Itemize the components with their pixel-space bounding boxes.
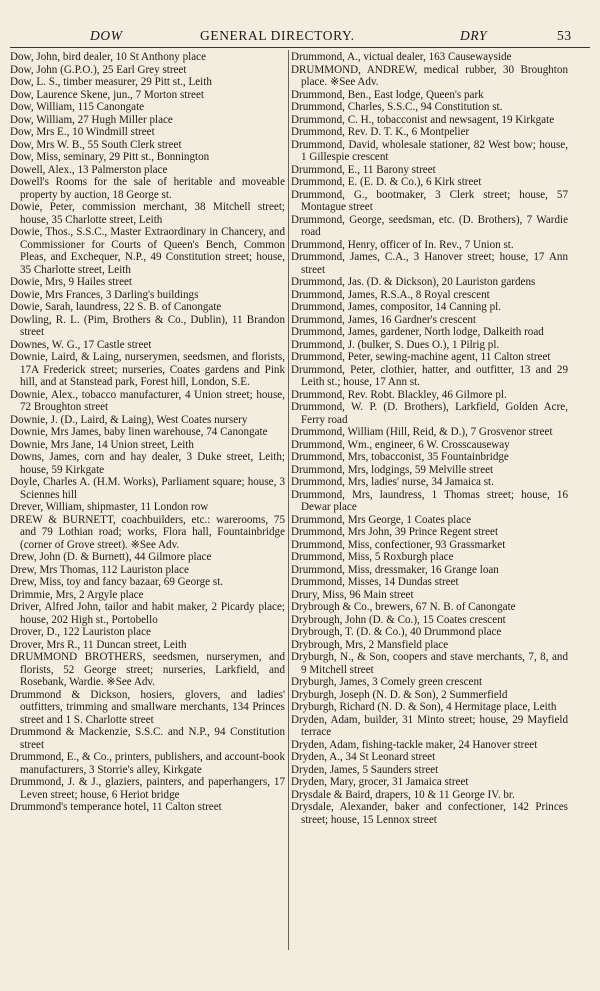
directory-entry: Drew, Mrs Thomas, 112 Lauriston place [10, 563, 189, 576]
directory-entry: Drummond, Miss, 5 Roxburgh place [291, 551, 454, 563]
directory-entry: Drummond, George, seedsman, etc. (D. Brothers), 7 Wardie road [291, 213, 568, 238]
directory-entry: Drummond, James, R.S.A., 8 Royal crescent [291, 288, 490, 301]
directory-entry: Dow, Mrs E., 10 Windmill street [10, 126, 155, 138]
directory-entry: Driver, Alfred John, tailor and habit maker, 2 Picardy place; house, 202 High st., Portobello [10, 601, 285, 626]
directory-entry: Drury, Miss, 96 Main street [291, 588, 414, 601]
directory-entry: Dryden, Adam, fishing-tackle maker, 24 Hanover street [291, 738, 538, 751]
directory-entry: Dow, John (G.P.O.), 25 Earl Grey street [10, 63, 187, 76]
directory-entry: Drummond, James, gardener, North lodge, Dalkeith road [291, 326, 544, 338]
directory-entry: Drever, William, shipmaster, 11 London row [10, 501, 209, 513]
directory-entry: Dryburgh, Joseph (N. D. & Son), 2 Summerfield [291, 688, 508, 701]
directory-entry: Drummond, Miss, dressmaker, 16 Grange loan [291, 563, 499, 576]
directory-entry: Dowell, Alex., 13 Palmerston place [10, 163, 168, 176]
directory-entry: Downs, James, corn and hay dealer, 3 Duke street, Leith; house, 59 Kirkgate [10, 451, 285, 476]
directory-entry: Drummond, E., & Co., printers, publishers, and account-book manufacturers, 3 Storrie's alley, Kirkgate [10, 751, 285, 776]
directory-entry: Drummond, Rev. D. T. K., 6 Montpelier [291, 126, 470, 138]
directory-entry: Dowie, Mrs, 9 Hailes street [10, 276, 133, 288]
directory-entry: Downes, W. G., 17 Castle street [10, 338, 152, 351]
directory-entry: DREW & BURNETT, coachbuilders, etc.: warerooms, 75 and 79 Lothian road; works, Flora hall, Fountainbridge (corner of Grove street). ※See Adv. [10, 513, 285, 551]
directory-entry: Drysdale & Baird, drapers, 10 & 11 George IV. br. [291, 788, 515, 801]
right-column [291, 51, 568, 826]
directory-entry: Dow, Laurence Skene, jun., 7 Morton street [10, 88, 204, 101]
directory-entry: Dowie, Sarah, laundress, 22 S. B. of Canongate [10, 301, 222, 313]
directory-entry: Drybrough, John (D. & Co.), 15 Coates crescent [291, 613, 506, 626]
directory-entry: Dowie, Peter, commission merchant, 38 Mitchell street; house, 35 Charlotte street, Leith [10, 201, 285, 226]
directory-entry: Drummond, C. H., tobacconist and newsagent, 19 Kirkgate [291, 113, 555, 126]
directory-entry: Downie, Mrs Jane, 14 Union street, Leith [10, 438, 194, 451]
directory-entry: Dryburgh, Richard (N. D. & Son), 4 Hermitage place, Leith [291, 701, 557, 713]
directory-entry: Drummond, Misses, 14 Dundas street [291, 576, 459, 588]
directory-entry: Drummond, E. (E. D. & Co.), 6 Kirk street [291, 176, 482, 188]
directory-entry: DRUMMOND, ANDREW, medical rubber, 30 Broughton place. ※See Adv. [291, 63, 568, 88]
directory-entry: Drummond, E., 11 Barony street [291, 163, 436, 176]
directory-entry: Dryden, Mary, grocer, 31 Jamaica street [291, 776, 469, 788]
directory-entry: Drummond, James, 16 Gardner's crescent [291, 313, 476, 326]
directory-entry: Drummond, Ben., East lodge, Queen's park [291, 88, 484, 101]
directory-entry: Drummond, A., victual dealer, 163 Causewayside [291, 51, 512, 63]
directory-entry: Drysdale, Alexander, baker and confectioner, 142 Princes street; house, 15 Lennox street [291, 801, 568, 826]
directory-entry: Downie, J. (D., Laird, & Laing), West Coates nursery [10, 413, 248, 426]
directory-entry: Drew, John (D. & Burnett), 44 Gilmore place [10, 551, 212, 563]
directory-entry: Dowling, R. L. (Pim, Brothers & Co., Dublin), 11 Brandon street [10, 313, 285, 338]
directory-entry: Drummond & Dickson, hosiers, glovers, and ladies' outfitters, trimming and smallware merchants, 134 Princes street and 1 S. Charlotte street [10, 688, 285, 726]
header-rule [10, 47, 590, 48]
directory-entry: Drummond, G., bootmaker, 3 Clerk street; house, 57 Montague street [291, 188, 568, 213]
directory-entry: Dow, John, bird dealer, 10 St Anthony place [10, 51, 207, 63]
header-left-word: DOW [90, 28, 123, 43]
directory-entry: Drummond, James, compositor, 14 Canning pl. [291, 301, 502, 313]
directory-entry: Dryburgh, James, 3 Comely green crescent [291, 676, 483, 688]
header-right-word: DRY [460, 28, 488, 43]
directory-entry: Drummond, Peter, clothier, hatter, and outfitter, 13 and 29 Leith st.; house, 17 Ann st. [291, 363, 568, 388]
directory-entry: Dryden, Adam, builder, 31 Minto street; house, 29 Mayfield terrace [291, 713, 568, 738]
directory-entry: Drew, Miss, toy and fancy bazaar, 69 George st. [10, 576, 224, 588]
directory-entry: Dowie, Mrs Frances, 3 Darling's buildings [10, 288, 199, 301]
directory-entry: Drover, D., 122 Lauriston place [10, 626, 151, 638]
directory-entry: Dowell's Rooms for the sale of heritable and moveable property by auction, 18 George st. [10, 176, 285, 201]
directory-entry: Dow, William, 115 Canongate [10, 101, 145, 113]
directory-entry: Drummond, Rev. Robt. Blackley, 46 Gilmore pl. [291, 388, 507, 401]
directory-entry: Downie, Laird, & Laing, nurserymen, seedsmen, and florists, 17A Frederick street; nurseries, Coates gardens and Pink hill, and at Stanstead park, Forest hill, London, S.E. [10, 351, 285, 388]
directory-entry: Drummond, Mrs, ladies' nurse, 34 Jamaica st. [291, 476, 494, 488]
directory-entry: Drummond, Mrs George, 1 Coates place [291, 513, 472, 526]
directory-entry: DRUMMOND BROTHERS, seedsmen, nurserymen, and florists, 52 George street; nurseries, Larkfield, and Rosebank, Wardie. ※See Adv. [10, 651, 285, 688]
directory-entry: Drummond, David, wholesale stationer, 82 West bow; house, 1 Gillespie crescent [291, 138, 568, 163]
directory-entry: Dow, William, 27 Hugh Miller place [10, 113, 173, 126]
directory-entry: Dowie, Thos., S.S.C., Master Extraordinary in Chancery, and Commissioner for Courts of Queen's Bench, Common Pleas, and Exchequer, N.P., 49 Constitution street; house, 35 Charlotte street, Leith [10, 226, 285, 276]
directory-entry: Drummond, James, C.A., 3 Hanover street; house, 17 Ann street [291, 251, 568, 276]
column-divider [288, 50, 289, 950]
directory-entry: Drummond, Jas. (D. & Dickson), 20 Lauriston gardens [291, 276, 536, 288]
directory-entry: Drummond, W. P. (D. Brothers), Larkfield, Golden Acre, Ferry road [291, 401, 568, 426]
left-column [10, 51, 285, 814]
directory-entry: Drummond, J. & J., glaziers, painters, and paperhangers, 17 Leven street; house, 6 Heriot bridge [10, 776, 285, 801]
directory-entry: Drummond, Mrs John, 39 Prince Regent street [291, 526, 499, 538]
directory-entry: Dryden, A., 34 St Leonard street [291, 751, 436, 763]
directory-entry: Drover, Mrs R., 11 Duncan street, Leith [10, 638, 187, 651]
directory-entry: Dryburgh, N., & Son, coopers and stave merchants, 7, 8, and 9 Mitchell street [291, 651, 568, 676]
page-number: 53 [557, 28, 572, 43]
directory-entry: Doyle, Charles A. (H.M. Works), Parliament square; house, 3 Sciennes hill [10, 476, 285, 501]
directory-entry: Drummond, Mrs, laundress, 1 Thomas street; house, 16 Dewar place [291, 488, 568, 513]
directory-entry: Drybrough, Mrs, 2 Mansfield place [291, 638, 449, 651]
directory-entry: Dow, Mrs W. B., 55 South Clerk street [10, 138, 182, 151]
directory-entry: Drummond's temperance hotel, 11 Calton street [10, 801, 222, 813]
directory-entry: Downie, Mrs James, baby linen warehouse, 74 Canongate [10, 426, 268, 438]
directory-entry: Dow, Miss, seminary, 29 Pitt st., Bonnington [10, 151, 210, 163]
directory-entry: Dow, L. S., timber measurer, 29 Pitt st., Leith [10, 76, 212, 88]
directory-entry: Drybrough & Co., brewers, 67 N. B. of Canongate [291, 601, 516, 613]
directory-entry: Drummond, Wm., engineer, 6 W. Crosscauseway [291, 438, 510, 451]
directory-entry: Drummond, Henry, officer of In. Rev., 7 Union st. [291, 238, 514, 251]
directory-entry: Drybrough, T. (D. & Co.), 40 Drummond place [291, 626, 502, 638]
directory-entry: Drummond, Peter, sewing-machine agent, 11 Calton street [291, 351, 551, 363]
header-title: GENERAL DIRECTORY. [200, 28, 355, 43]
page-header [10, 28, 590, 48]
directory-entry: Drummond, Mrs, tobacconist, 35 Fountainbridge [291, 451, 509, 463]
directory-entry: Drimmie, Mrs, 2 Argyle place [10, 588, 144, 601]
directory-entry: Drummond, Miss, confectioner, 93 Grassmarket [291, 538, 506, 551]
directory-entry: Drummond, Charles, S.S.C., 94 Constitution st. [291, 101, 503, 113]
directory-entry: Drummond, Mrs, lodgings, 59 Melville street [291, 463, 494, 476]
directory-entry: Drummond, J. (bulker, S. Dues O.), 1 Pilrig pl. [291, 338, 500, 351]
directory-entry: Drummond, William (Hill, Reid, & D.), 7 Grosvenor street [291, 426, 553, 438]
directory-entry: Downie, Alex., tobacco manufacturer, 4 Union street; house, 72 Broughton street [10, 388, 285, 413]
directory-entry: Dryden, James, 5 Saunders street [291, 763, 439, 776]
directory-entry: Drummond & Mackenzie, S.S.C. and N.P., 94 Constitution street [10, 726, 285, 751]
